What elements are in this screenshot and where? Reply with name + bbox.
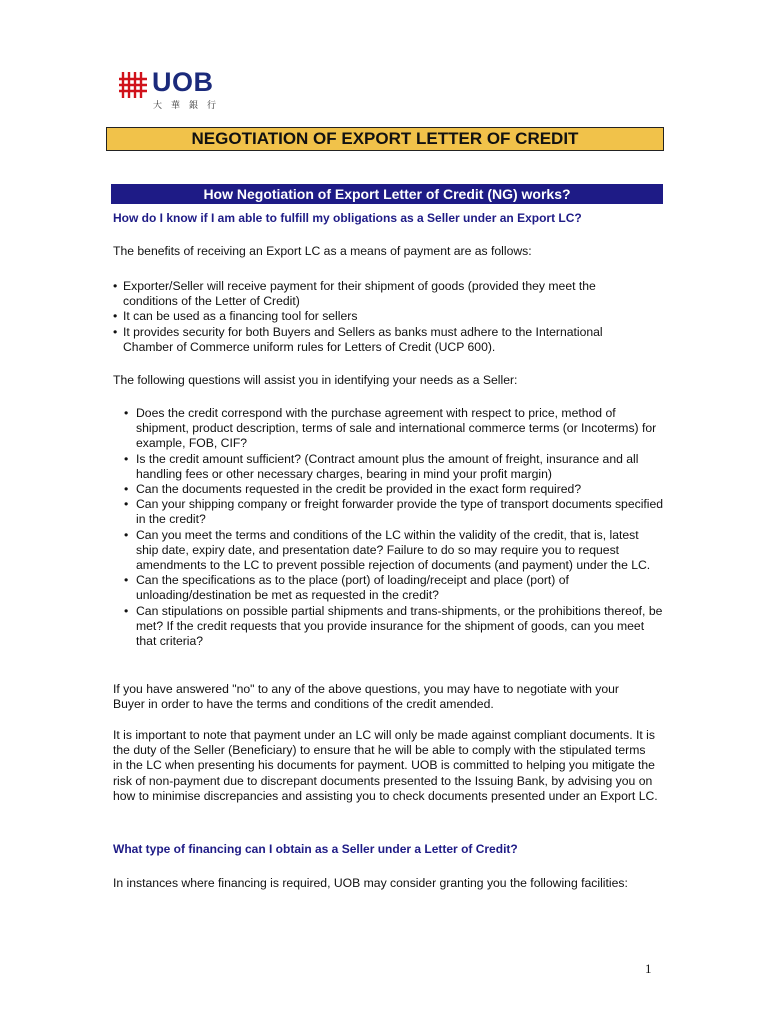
- list-item: • It can be used as a financing tool for sellers: [113, 309, 653, 324]
- list-item: • Can stipulations on possible partial shipments and trans-shipments, or the prohibitions thereof, be met? If the credit requests that you provide insurance for the shipment of goods, can you meet that criteria?: [124, 604, 664, 650]
- list-item: • Can you meet the terms and conditions of the LC within the validity of the credit, that is, latest ship date, expiry date, and presentation date? Failure to do so may require you to request amendments to the LC to prevent possible rejection of documents (and payment) under the LC.: [124, 528, 664, 574]
- section-header: How Negotiation of Export Letter of Credit (NG) works?: [111, 184, 663, 204]
- list-item: • Does the credit correspond with the purchase agreement with respect to price, method of shipment, product description, terms of sale and international commerce terms (or Incoterms) for example, FOB, CIF?: [124, 406, 664, 452]
- uob-logo: [118, 67, 238, 114]
- uob-logo-icon: [118, 70, 148, 100]
- list-item: • It provides security for both Buyers and Sellers as banks must adhere to the International Chamber of Commerce uniform rules for Letters of Credit (UCP 600).: [113, 325, 653, 355]
- paragraph-no-answer: If you have answered "no" to any of the above questions, you may have to negotiate with your Buyer in order to have the terms and conditions of the credit amended.: [113, 682, 619, 712]
- list-item: • Can the specifications as to the place (port) of loading/receipt and place (port) of unloading/destination be met as requested in the credit?: [124, 573, 664, 603]
- paragraph-financing: In instances where financing is required, UOB may consider granting you the following facilities:: [113, 876, 628, 890]
- list-item: • Can your shipping company or freight forwarder provide the type of transport documents specified in the credit?: [124, 497, 664, 527]
- page-number: 1: [645, 961, 652, 976]
- benefits-list: [113, 279, 653, 355]
- benefits-intro: The benefits of receiving an Export LC as a means of payment are as follows:: [113, 244, 532, 258]
- logo-text: UOB: [152, 67, 214, 97]
- list-item: • Is the credit amount sufficient? (Contract amount plus the amount of freight, insurance and all handling fees or other necessary charges, bearing in mind your profit margin): [124, 452, 664, 482]
- logo-chinese-text: 大華銀行: [153, 101, 226, 111]
- document-title: NEGOTIATION OF EXPORT LETTER OF CREDIT: [106, 127, 664, 151]
- questions-intro: The following questions will assist you in identifying your needs as a Seller:: [113, 373, 518, 387]
- questions-list: [124, 406, 664, 649]
- paragraph-important: It is important to note that payment under an LC will only be made against compliant documents. It is the duty of the Seller (Beneficiary) to ensure that he will be able to comply with the stipulated terms in the LC when presenting his documents for payment. UOB is committed to helping you mitigate the risk of non-payment due to discrepant documents presented to the Issuing Bank, by advising you on how to minimise discrepancies and assisting you to check documents presented under an Export LC.: [113, 728, 658, 803]
- list-item: • Can the documents requested in the credit be provided in the exact form required?: [124, 482, 664, 497]
- question-heading-2: What type of financing can I obtain as a Seller under a Letter of Credit?: [113, 842, 518, 856]
- question-heading-1: How do I know if I am able to fulfill my obligations as a Seller under an Export LC?: [113, 211, 582, 225]
- list-item: • Exporter/Seller will receive payment for their shipment of goods (provided they meet the conditions of the Letter of Credit): [113, 279, 653, 309]
